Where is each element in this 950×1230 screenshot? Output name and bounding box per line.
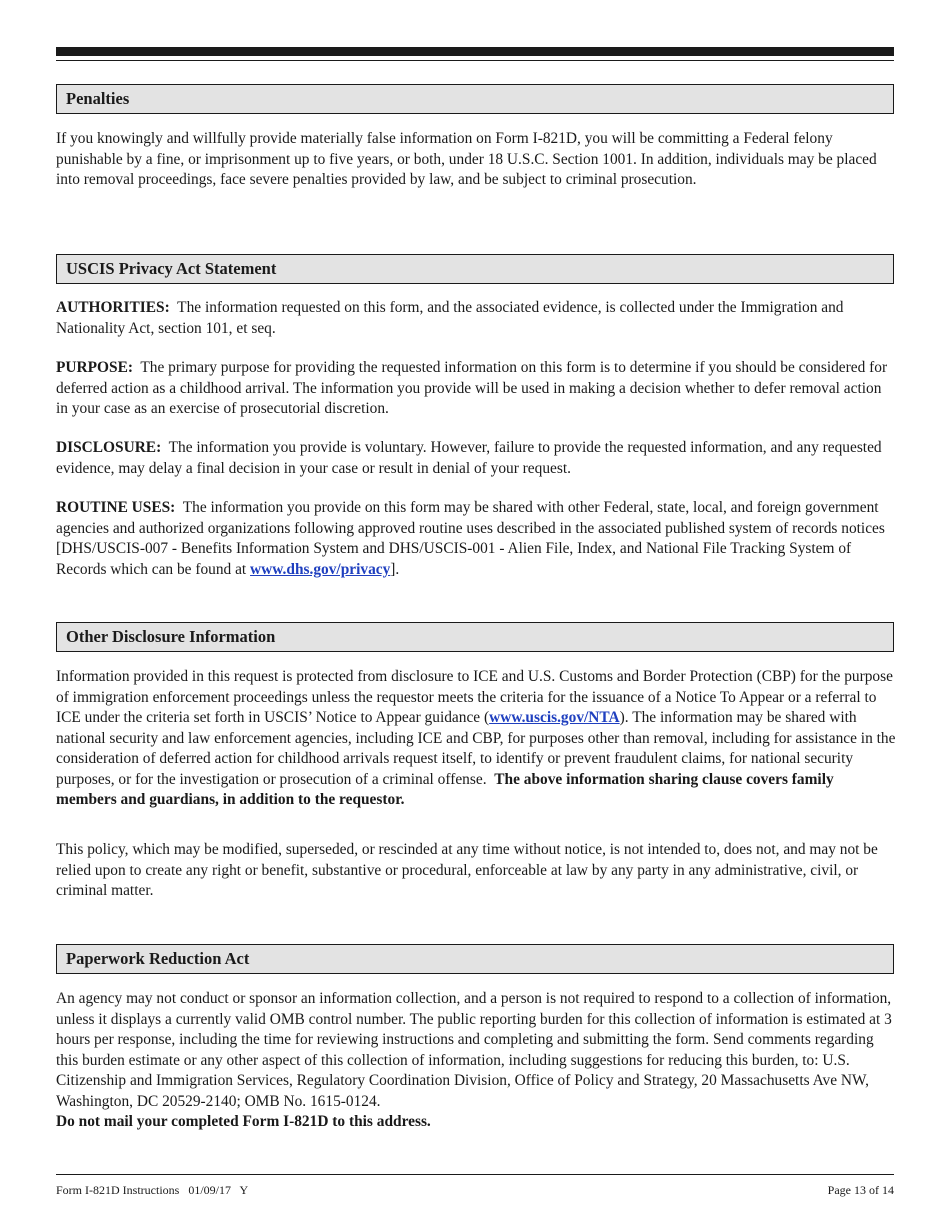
- paperwork-paragraph: [56, 989, 896, 1133]
- routine-uses-label: ROUTINE USES:: [56, 499, 176, 516]
- other-disclosure-header: [56, 622, 894, 652]
- other-disclosure-paragraph: [56, 667, 896, 811]
- routine-uses-text: The information you provide on this form may be shared with other Federal, state, local, and foreign government agencies and authorized organizations following approved routine uses described in the associated published system of records notices [DHS/USCIS-007 - Benefits Information System and DHS/USCIS-001 - Alien File, Index, and National File Tracking System of Records which can be found at: [56, 499, 885, 578]
- routine-uses-end: ].: [390, 560, 400, 578]
- other-disclosure-title: Other Disclosure Information: [66, 627, 276, 646]
- purpose-paragraph: [56, 358, 896, 420]
- other-disclosure-text-a: Information provided in this request is protected from disclosure to ICE and U.S. Customs and Border Protection (CBP) for the purpose of immigration enforcement proceedings unless the requestor meets the criteria for the issuance of a Notice To Appear or a referral to ICE under the criteria set forth in USCIS’ Notice to Appear guidance (: [56, 668, 893, 726]
- paperwork-header: [56, 944, 894, 974]
- other-disclosure-text-b: ). The information may be shared with national security and law enforcement agencies, including ICE and CBP, for purposes other than removal, including for assistance in the consideration of deferred action for childhood arrivals request itself, to identify or prevent fraudulent claims, for national security purposes, or for the investigation or prosecution of a criminal offense.: [56, 709, 896, 788]
- routine-uses-paragraph: [56, 498, 896, 580]
- header-thick-rule: [56, 47, 894, 56]
- footer-page-number: Page 13 of 14: [827, 1183, 894, 1197]
- authorities-paragraph: [56, 298, 896, 339]
- privacy-title: USCIS Privacy Act Statement: [66, 259, 277, 278]
- privacy-header: [56, 254, 894, 284]
- purpose-label: PURPOSE:: [56, 359, 133, 376]
- purpose-text: The primary purpose for providing the requested information on this form is to determine if you should be considered for deferred action as a childhood arrival. The information you provide will be used in making a decision whether to defer removal action in your case as an exercise of prosecutorial discretion.: [56, 359, 888, 417]
- penalties-header: [56, 84, 894, 114]
- penalties-text: If you knowingly and willfully provide materially false information on Form I-821D, you will be committing a Federal felony punishable by a fine, or imprisonment up to five years, or both, under 18 U.S.C. Section 1001. In addition, individuals may be placed into removal proceedings, face severe penalties provided by law, and be subject to criminal prosecution.: [56, 130, 877, 188]
- paperwork-title: Paperwork Reduction Act: [66, 949, 250, 968]
- authorities-label: AUTHORITIES:: [56, 299, 170, 316]
- paperwork-text: An agency may not conduct or sponsor an information collection, and a person is not required to respond to a collection of information, unless it displays a currently valid OMB control number. The public reporting burden for this collection of information is estimated at 3 hours per response, including the time for reviewing instructions and completing and submitting the form. Send comments regarding this burden estimate or any other aspect of this collection of information, including suggestions for reducing this burden, to: U.S. Citizenship and Immigration Services, Regulatory Coordination Division, Office of Policy and Strategy, 20 Massachusetts Ave NW, Washington, DC 20529-2140; OMB No. 1615-0124.: [56, 990, 892, 1110]
- disclosure-label: DISCLOSURE:: [56, 439, 162, 456]
- footer-form-id: Form I-821D Instructions 01/09/17 Y: [56, 1183, 249, 1197]
- uscis-nta-link[interactable]: www.uscis.gov/NTA: [489, 709, 620, 726]
- dhs-privacy-link[interactable]: www.dhs.gov/privacy: [250, 560, 391, 578]
- policy-paragraph: This policy, which may be modified, superseded, or rescinded at any time without notice, is not intended to, does not, and may not be relied upon to create any right or benefit, substantive or procedural, enforceable at law by any party in any administrative, civil, or criminal matter.: [56, 841, 878, 899]
- disclosure-paragraph: [56, 438, 896, 479]
- other-disclosure-bold: The above information sharing clause covers family members and guardians, in addition to the requestor.: [56, 770, 834, 808]
- disclosure-text: The information you provide is voluntary. However, failure to provide the requested information, and any requested evidence, may delay a final decision in your case or result in denial of your request.: [56, 439, 882, 477]
- authorities-text: The information requested on this form, and the associated evidence, is collected under the Immigration and Nationality Act, section 101, et seq.: [56, 299, 844, 337]
- header-thin-rule: [56, 60, 894, 61]
- penalties-title: Penalties: [66, 89, 130, 108]
- footer-rule: [56, 1174, 894, 1175]
- paperwork-bold: Do not mail your completed Form I-821D to this address.: [56, 1113, 431, 1130]
